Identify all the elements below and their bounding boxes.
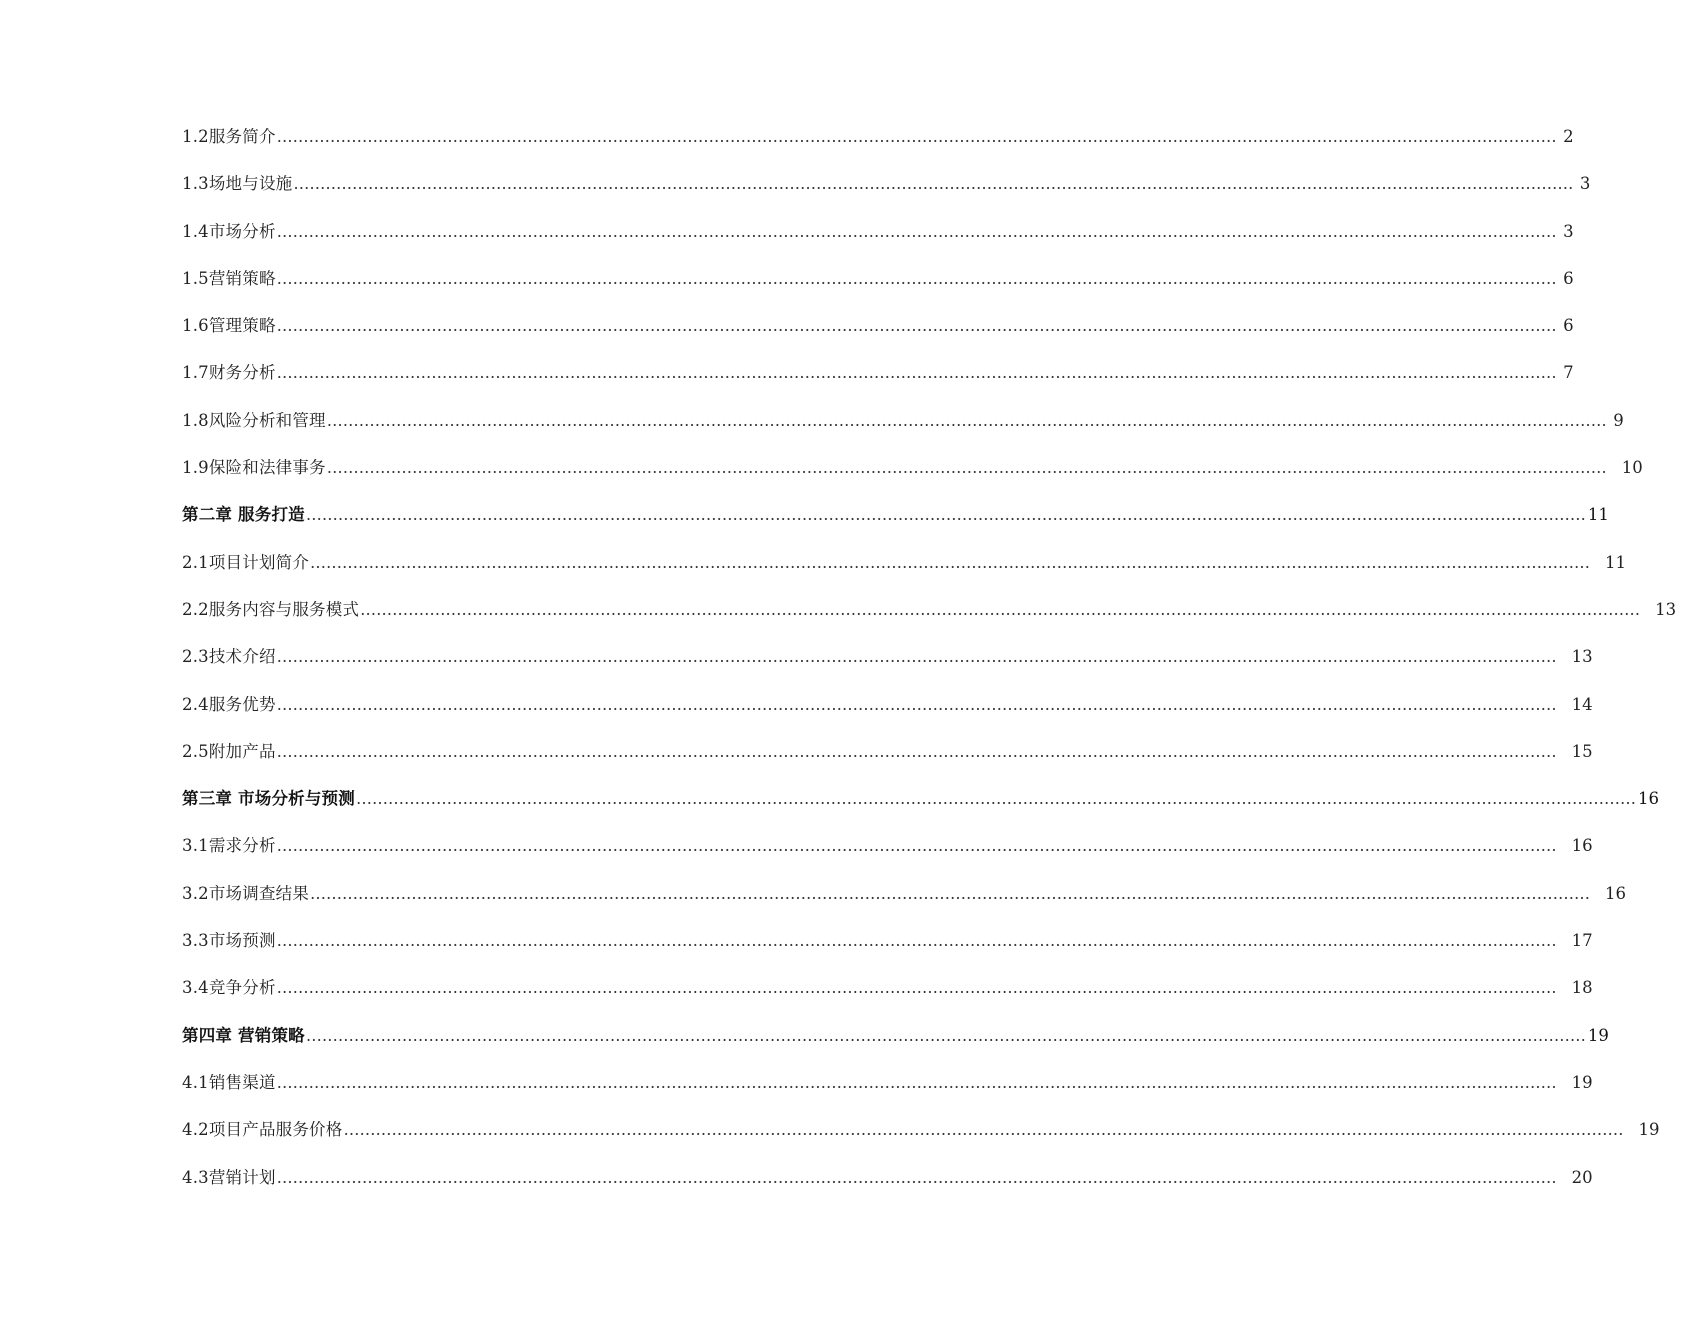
toc-entry-title: 3.3市场预测: [182, 931, 276, 951]
toc-entry-title: 1.3场地与设施: [182, 174, 293, 194]
toc-page-number: 14: [1571, 694, 1593, 714]
toc-page-number: 10: [1621, 458, 1643, 478]
toc-dot-leader: ……………………………………………………………………………………………………………………………………………………………………………………………………………………: [276, 978, 1557, 998]
toc-section-entry[interactable]: [182, 1106, 1660, 1153]
toc-page-number: 13: [1571, 647, 1593, 667]
toc-section-entry[interactable]: [182, 349, 1574, 396]
toc-entry-title: 1.2服务简介: [182, 127, 276, 146]
toc-page-number: 19: [1587, 1025, 1609, 1045]
toc-page-number: 3: [1579, 174, 1591, 194]
toc-dot-leader: ……………………………………………………………………………………………………………………………………………………………………………………………………………………: [305, 505, 1586, 525]
toc-entry-title: 2.4服务优势: [182, 694, 276, 714]
toc-entry-title: 3.2市场调查结果: [182, 883, 310, 903]
toc-page-number: 19: [1571, 1072, 1593, 1092]
toc-dot-leader: ……………………………………………………………………………………………………………………………………………………………………………………………………………………: [276, 836, 1557, 856]
toc-entry-title: 第二章 服务打造: [182, 505, 305, 525]
toc-section-entry[interactable]: [182, 113, 1574, 160]
toc-entry-title: 1.4市场分析: [182, 221, 276, 241]
toc-page-number: 16: [1605, 883, 1627, 903]
toc-chapter-entry[interactable]: [182, 775, 1659, 822]
toc-section-entry[interactable]: [182, 681, 1593, 728]
toc-dot-leader: ……………………………………………………………………………………………………………………………………………………………………………………………………………………: [276, 127, 1557, 146]
toc-page-number: 16: [1637, 789, 1659, 809]
toc-page-number: 15: [1571, 741, 1593, 761]
toc-section-entry[interactable]: [182, 255, 1574, 302]
toc-dot-leader: ……………………………………………………………………………………………………………………………………………………………………………………………………………………: [355, 789, 1636, 809]
toc-dot-leader: ……………………………………………………………………………………………………………………………………………………………………………………………………………………: [276, 268, 1557, 288]
toc-section-entry[interactable]: [182, 302, 1574, 349]
toc-entry-title: 2.3技术介绍: [182, 647, 276, 667]
toc-entry-title: 1.5营销策略: [182, 268, 276, 288]
toc-page-number: 13: [1655, 599, 1677, 619]
toc-dot-leader: ……………………………………………………………………………………………………………………………………………………………………………………………………………………: [310, 552, 1591, 572]
toc-section-entry[interactable]: [182, 822, 1593, 869]
toc-section-entry[interactable]: [182, 917, 1593, 964]
toc-dot-leader: ……………………………………………………………………………………………………………………………………………………………………………………………………………………: [326, 410, 1607, 430]
toc-dot-leader: ……………………………………………………………………………………………………………………………………………………………………………………………………………………: [276, 931, 1557, 951]
toc-entry-title: 第四章 营销策略: [182, 1025, 305, 1045]
toc-page-number: 3: [1563, 221, 1574, 241]
toc-dot-leader: ……………………………………………………………………………………………………………………………………………………………………………………………………………………: [276, 694, 1557, 714]
toc-page-number: 19: [1638, 1120, 1660, 1140]
toc-dot-leader: ……………………………………………………………………………………………………………………………………………………………………………………………………………………: [276, 363, 1557, 383]
toc-entry-title: 第三章 市场分析与预测: [182, 789, 355, 809]
toc-dot-leader: ……………………………………………………………………………………………………………………………………………………………………………………………………………………: [310, 883, 1591, 903]
toc-dot-leader: ……………………………………………………………………………………………………………………………………………………………………………………………………………………: [293, 174, 1574, 194]
toc-entry-title: 3.1需求分析: [182, 836, 276, 856]
toc-section-entry[interactable]: [182, 539, 1627, 586]
toc-entry-title: 1.6管理策略: [182, 316, 276, 336]
toc-page-number: 11: [1605, 552, 1627, 572]
toc-section-entry[interactable]: [182, 1154, 1593, 1201]
toc-page-number: 20: [1571, 1167, 1593, 1187]
table-of-contents: [182, 113, 1677, 1201]
toc-dot-leader: ……………………………………………………………………………………………………………………………………………………………………………………………………………………: [276, 647, 1557, 667]
toc-page-number: 18: [1571, 978, 1593, 998]
toc-section-entry[interactable]: [182, 633, 1593, 680]
toc-dot-leader: ……………………………………………………………………………………………………………………………………………………………………………………………………………………: [326, 458, 1607, 478]
toc-section-entry[interactable]: [182, 444, 1643, 491]
toc-dot-leader: ……………………………………………………………………………………………………………………………………………………………………………………………………………………: [343, 1120, 1624, 1140]
toc-entry-title: 1.7财务分析: [182, 363, 276, 383]
toc-page-number: 6: [1563, 268, 1574, 288]
toc-dot-leader: ……………………………………………………………………………………………………………………………………………………………………………………………………………………: [276, 221, 1557, 241]
toc-page-number: 16: [1571, 836, 1593, 856]
toc-section-entry[interactable]: [182, 160, 1591, 207]
toc-dot-leader: ……………………………………………………………………………………………………………………………………………………………………………………………………………………: [276, 1072, 1557, 1092]
toc-dot-leader: ……………………………………………………………………………………………………………………………………………………………………………………………………………………: [276, 741, 1557, 761]
toc-page-number: 11: [1587, 505, 1609, 525]
toc-page-number: 9: [1613, 410, 1624, 430]
toc-entry-title: 4.3营销计划: [182, 1167, 276, 1187]
toc-section-entry[interactable]: [182, 208, 1574, 255]
toc-entry-title: 1.8风险分析和管理: [182, 410, 326, 430]
toc-dot-leader: ……………………………………………………………………………………………………………………………………………………………………………………………………………………: [276, 316, 1557, 336]
toc-section-entry[interactable]: [182, 870, 1627, 917]
toc-section-entry[interactable]: [182, 1059, 1593, 1106]
toc-section-entry[interactable]: [182, 728, 1593, 775]
toc-chapter-entry[interactable]: [182, 491, 1609, 538]
toc-entry-title: 2.1项目计划简介: [182, 552, 310, 572]
toc-section-entry[interactable]: [182, 964, 1593, 1011]
toc-dot-leader: ……………………………………………………………………………………………………………………………………………………………………………………………………………………: [360, 599, 1641, 619]
toc-chapter-entry[interactable]: [182, 1012, 1609, 1059]
toc-entry-title: 2.5附加产品: [182, 741, 276, 761]
toc-entry-title: 4.2项目产品服务价格: [182, 1120, 343, 1140]
toc-entry-title: 2.2服务内容与服务模式: [182, 599, 360, 619]
toc-page-number: 6: [1563, 316, 1574, 336]
toc-dot-leader: ……………………………………………………………………………………………………………………………………………………………………………………………………………………: [305, 1025, 1586, 1045]
toc-page-number: 7: [1563, 363, 1574, 383]
toc-page-number: 2: [1563, 127, 1574, 146]
toc-section-entry[interactable]: [182, 586, 1677, 633]
toc-dot-leader: ……………………………………………………………………………………………………………………………………………………………………………………………………………………: [276, 1167, 1557, 1187]
toc-section-entry[interactable]: [182, 397, 1624, 444]
toc-entry-title: 1.9保险和法律事务: [182, 458, 326, 478]
toc-entry-title: 4.1销售渠道: [182, 1072, 276, 1092]
toc-entry-title: 3.4竞争分析: [182, 978, 276, 998]
toc-page-number: 17: [1571, 931, 1593, 951]
